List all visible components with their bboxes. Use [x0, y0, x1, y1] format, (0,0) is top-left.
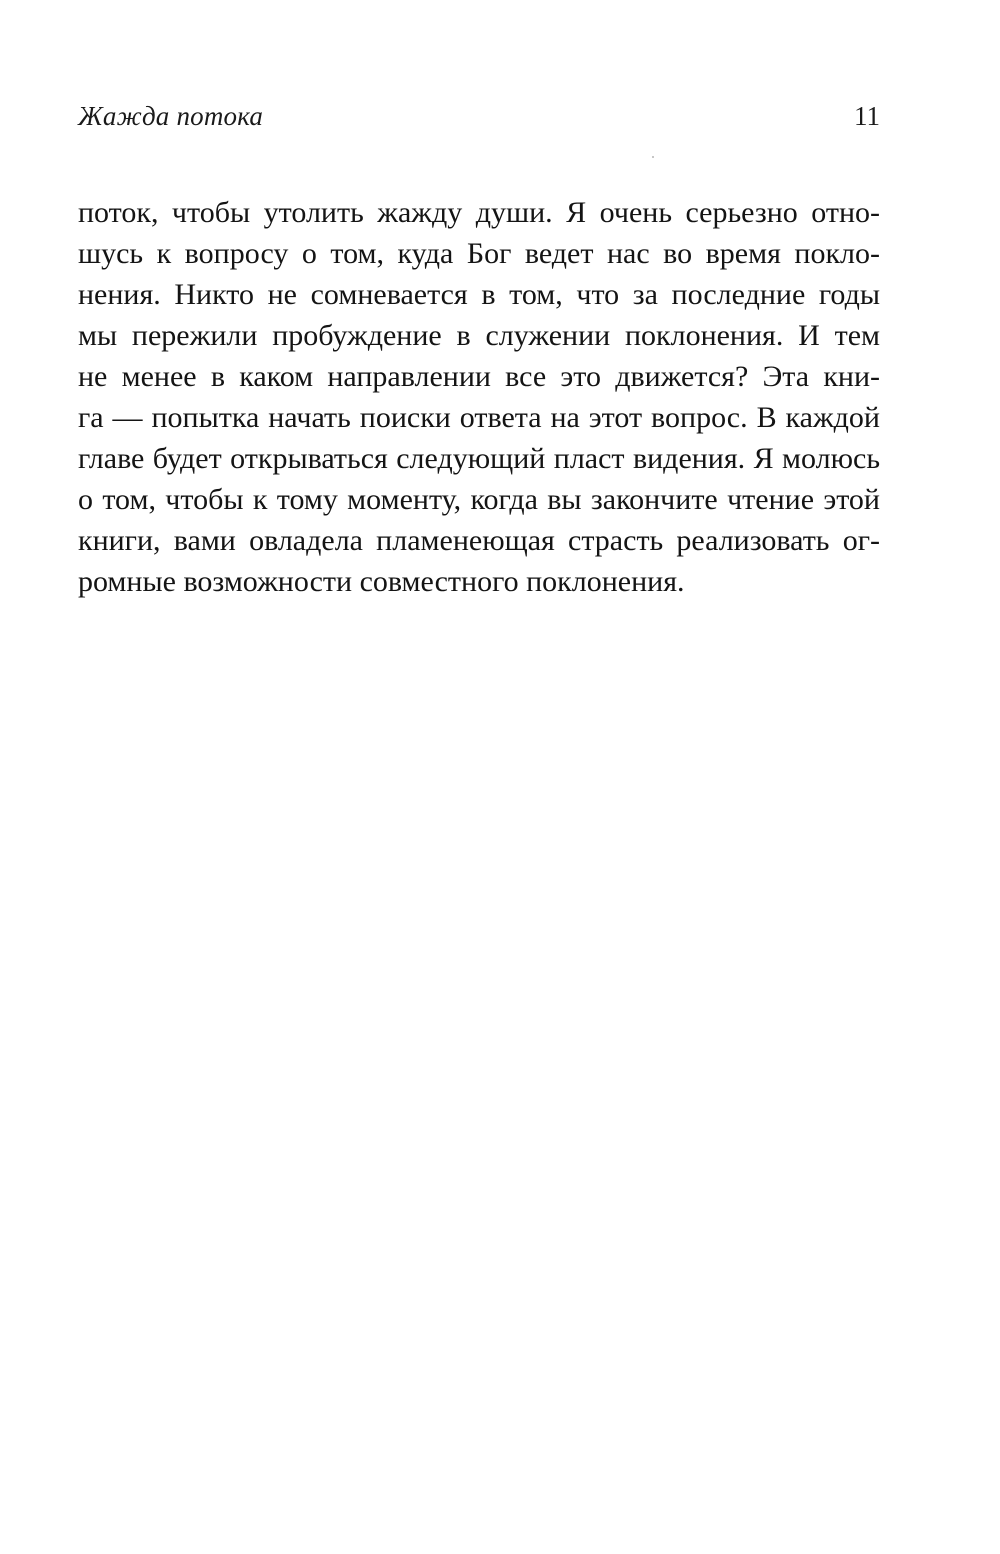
text-line: га — попытка начать поиски ответа на этот вопрос. В каждой [78, 401, 880, 434]
running-head-title: Жажда потока [78, 101, 264, 131]
scan-speck [652, 156, 654, 158]
text-line: поток, чтобы утолить жажду души. Я очень серьезно отно- [78, 196, 880, 229]
text-line: главе будет открываться следующий пласт видения. Я молюсь [78, 442, 880, 475]
text-line: не менее в каком направлении все это движется? Эта кни- [78, 360, 880, 393]
text-line: мы пережили пробуждение в служении поклонения. И тем [78, 319, 880, 352]
text-line: шусь к вопросу о том, куда Бог ведет нас во время покло- [78, 237, 880, 270]
page-number: 11 [854, 101, 880, 131]
text-line: ромные возможности совместного поклонения. [78, 565, 685, 598]
text-line: книги, вами овладела пламенеющая страсть реализовать ог- [78, 524, 880, 557]
text-line: нения. Никто не сомневается в том, что за последние годы [78, 278, 880, 311]
body-paragraph [78, 192, 880, 602]
text-line: о том, чтобы к тому моменту, когда вы закончите чтение этой [78, 483, 880, 516]
